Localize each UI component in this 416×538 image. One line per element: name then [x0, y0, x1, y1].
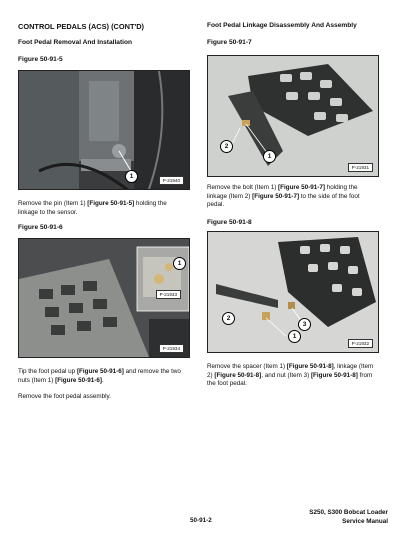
- paragraph-remove-bolt: Remove the bolt (Item 1) [Figure 50-91-7] holding the linkage (Item 2) [Figure 50-91-7] to the side of the foot pedal.: [207, 184, 360, 209]
- paragraph-remove-pin: Remove the pin (Item 1) [Figure 50-91-5] holding the linkage to the sensor.: [18, 200, 167, 216]
- figure-label-5: Figure 50-91-5: [18, 56, 63, 63]
- callout-1: 1: [263, 150, 276, 163]
- callout-2: 2: [222, 312, 235, 325]
- photo-figure-5: [18, 70, 190, 190]
- figure-label-7: Figure 50-91-7: [207, 39, 252, 46]
- callout-3: 3: [298, 318, 311, 331]
- photo-code: P-21934: [159, 344, 184, 353]
- photo-code: P-21940: [159, 176, 184, 185]
- section-title: CONTROL PEDALS (ACS) (CONT'D): [18, 22, 145, 31]
- inset-photo-code: P-21933: [156, 290, 181, 299]
- photo-figure-7-art: [208, 56, 378, 176]
- photo-figure-8: [207, 231, 379, 353]
- subhead-linkage: Foot Pedal Linkage Disassembly And Assembly: [207, 22, 357, 29]
- callout-1: 1: [125, 170, 138, 183]
- photo-code: P-21931: [348, 163, 373, 172]
- photo-figure-7: [207, 55, 379, 177]
- figure-label-8: Figure 50-91-8: [207, 219, 252, 226]
- photo-figure-5-art: [19, 71, 189, 189]
- footer-manual: Service Manual: [342, 518, 388, 525]
- callout-1: 1: [288, 330, 301, 343]
- footer-model: S250, S300 Bobcat Loader: [309, 509, 388, 516]
- callout-1: 1: [173, 257, 186, 270]
- page-number: 50-91-2: [190, 517, 212, 524]
- paragraph-remove-assembly: Remove the foot pedal assembly.: [18, 393, 111, 400]
- photo-code: P-21932: [348, 339, 373, 348]
- callout-2: 2: [220, 140, 233, 153]
- paragraph-remove-spacer: Remove the spacer (Item 1) [Figure 50-91-8], linkage (Item 2) [Figure 50-91-8], and nut (Item 3) [Figure 50-91-8] from the foot pedal.: [207, 363, 374, 388]
- figure-label-6: Figure 50-91-6: [18, 224, 63, 231]
- photo-figure-6: [18, 238, 190, 358]
- paragraph-tip-pedal: Tip the foot pedal up [Figure 50-91-6] and remove the two nuts (Item 1) [Figure 50-91-6].: [18, 368, 181, 384]
- subhead-removal: Foot Pedal Removal And Installation: [18, 39, 133, 46]
